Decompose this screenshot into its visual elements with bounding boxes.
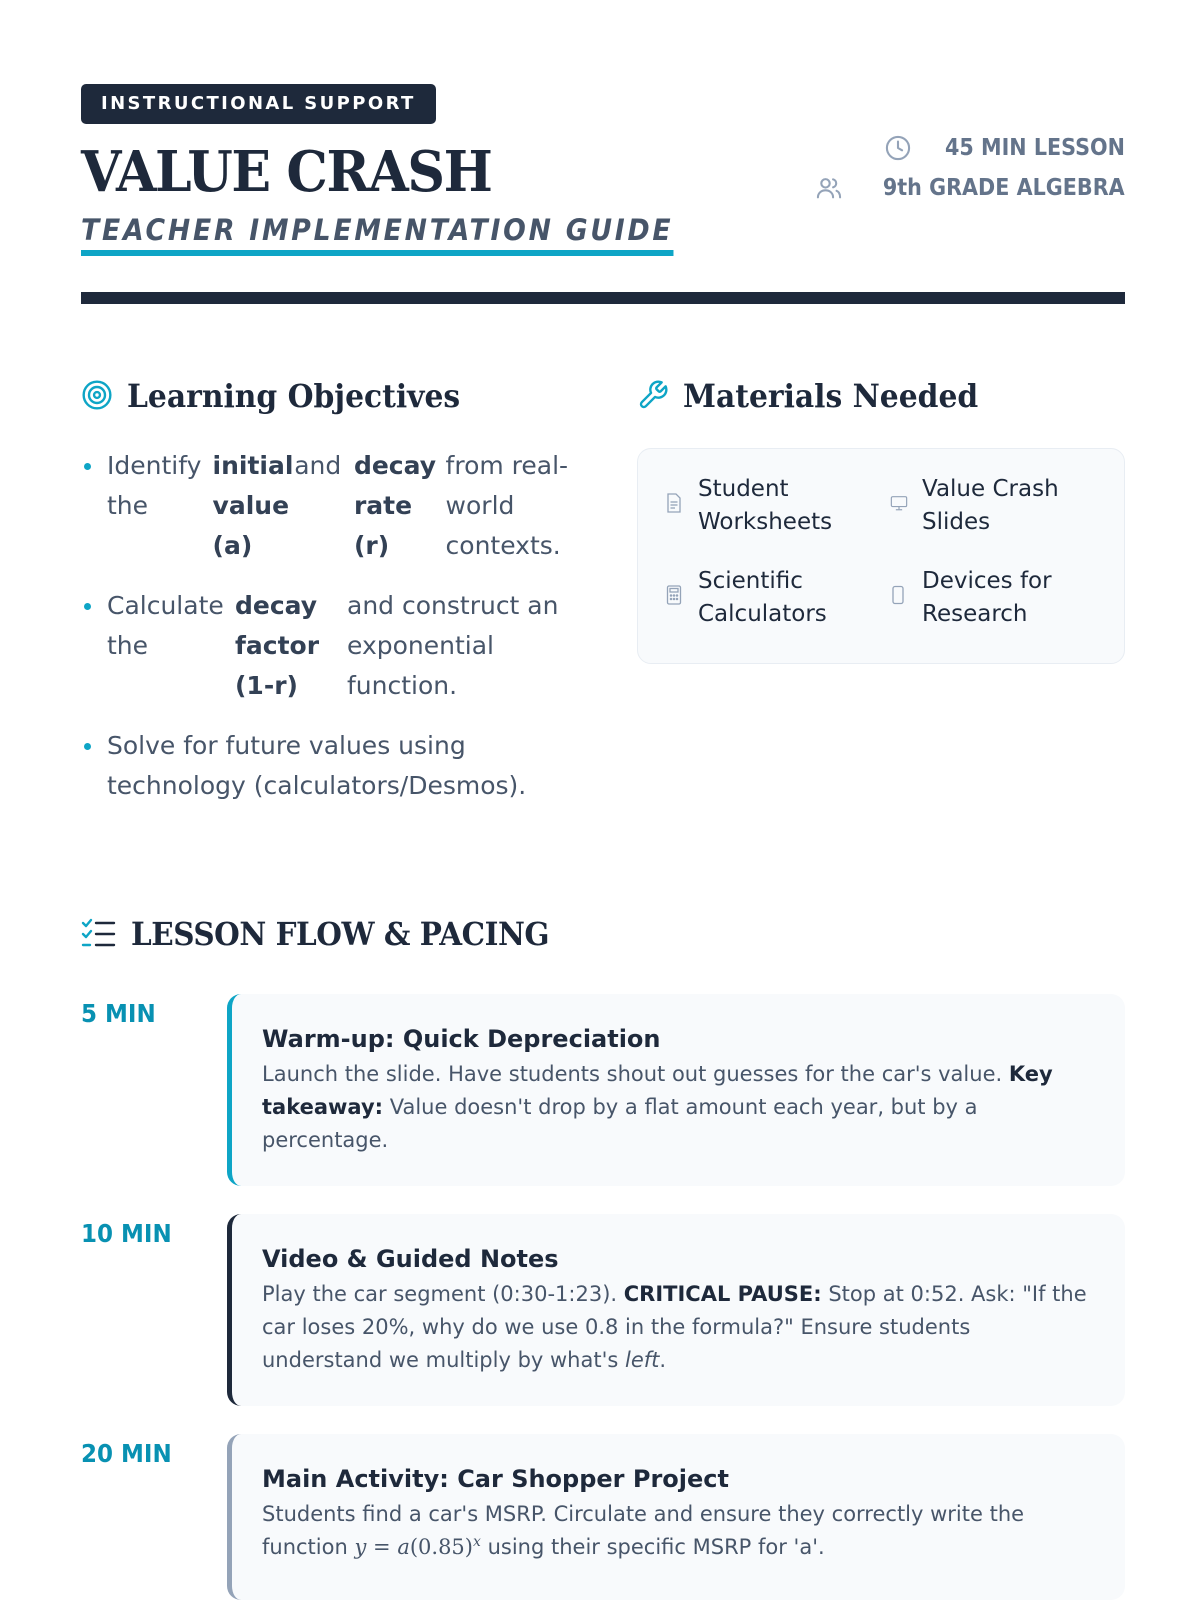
objective-text: and construct an exponential function.	[347, 591, 559, 700]
calculator-icon	[666, 585, 684, 607]
objectives-title: Learning Objectives	[127, 377, 461, 415]
category-tag: INSTRUCTIONAL SUPPORT	[81, 84, 436, 124]
step-emphasis: Key takeaway:	[262, 1062, 1053, 1119]
step-title: Video & Guided Notes	[262, 1245, 559, 1273]
target-icon	[81, 379, 115, 413]
duration-row	[815, 128, 1125, 168]
list-item	[81, 586, 571, 706]
step-time: 10 MIN	[81, 1219, 172, 1248]
phone-icon	[890, 585, 908, 607]
step-time: 5 MIN	[81, 999, 156, 1028]
objective-text: from real-world contexts.	[445, 451, 569, 560]
step-body	[262, 1278, 1095, 1377]
material-item	[666, 473, 858, 539]
monitor-icon	[890, 493, 908, 515]
objective-term: decay factor (1-r)	[235, 591, 320, 700]
wrench-icon	[637, 379, 671, 413]
objective-text: Calculate the	[107, 591, 224, 660]
header	[81, 84, 1125, 309]
list-item	[81, 726, 571, 806]
overview-columns	[81, 374, 1125, 834]
material-label: Scientific Calculators	[698, 568, 827, 627]
material-item	[666, 565, 858, 631]
step-body	[262, 1498, 1095, 1564]
step-title: Main Activity: Car Shopper Project	[262, 1465, 729, 1493]
objectives-heading	[81, 374, 571, 418]
list-item	[81, 446, 571, 566]
material-label: Value Crash Slides	[922, 476, 1059, 535]
step-card	[227, 1214, 1125, 1406]
material-item	[890, 473, 1082, 539]
step-text: Launch the slide. Have students shout out guesses for the car's value.	[262, 1062, 1003, 1086]
objective-term: initial value (a)	[212, 451, 294, 560]
duration-text: 45 MIN LESSON	[945, 135, 1125, 161]
step-card	[227, 994, 1125, 1186]
materials-title: Materials Needed	[683, 377, 979, 415]
objective-text: and	[294, 451, 342, 480]
checklist-icon	[81, 918, 117, 950]
material-label: Devices for Research	[922, 568, 1052, 627]
step-text: .	[659, 1348, 667, 1372]
clock-icon	[884, 134, 912, 162]
objective-text: Solve for future values using technology (calculators/Desmos).	[107, 731, 527, 800]
grade-row	[815, 168, 1125, 208]
step-text: Stop at 0:52. Ask: "If the car loses 20%, why do we use 0.8 in the formula?" Ensure students understand we multiply by what's	[262, 1282, 1087, 1372]
step-title: Warm-up: Quick Depreciation	[262, 1025, 661, 1053]
step-text: Value doesn't drop by a flat amount each year, but by a percentage.	[262, 1095, 978, 1152]
flow-heading	[81, 912, 585, 956]
material-item	[890, 565, 1082, 631]
formula: $y = a(0.85)^x$	[354, 1534, 481, 1559]
objectives-list	[81, 446, 571, 806]
step-card	[227, 1434, 1125, 1600]
step-emphasis: CRITICAL PAUSE:	[623, 1282, 822, 1306]
step-body	[262, 1058, 1095, 1157]
objective-text: Identify the	[107, 451, 202, 520]
users-icon	[815, 174, 843, 202]
objective-term: decay rate (r)	[353, 451, 437, 560]
step-text: Play the car segment (0:30-1:23).	[262, 1282, 618, 1306]
materials-section	[637, 374, 1125, 664]
step-text: Students find a car's MSRP. Circulate and ensure they correctly write the function	[262, 1502, 1025, 1559]
header-divider	[81, 292, 1125, 304]
flow-title: LESSON FLOW & PACING	[131, 915, 550, 953]
grade-text: 9th GRADE ALGEBRA	[883, 175, 1125, 201]
step-time: 20 MIN	[81, 1439, 172, 1468]
materials-heading	[637, 374, 1125, 418]
page-subtitle: TEACHER IMPLEMENTATION GUIDE	[81, 210, 673, 256]
lesson-meta	[815, 128, 1125, 208]
step-italic: left	[625, 1348, 660, 1372]
step-text: using their specific MSRP for 'a'.	[487, 1535, 825, 1559]
objectives-section	[81, 374, 571, 826]
material-label: Student Worksheets	[698, 476, 833, 535]
guide-page	[81, 84, 1125, 1559]
document-icon	[666, 493, 684, 515]
materials-card	[637, 448, 1125, 664]
page-title: VALUE CRASH	[81, 139, 492, 205]
